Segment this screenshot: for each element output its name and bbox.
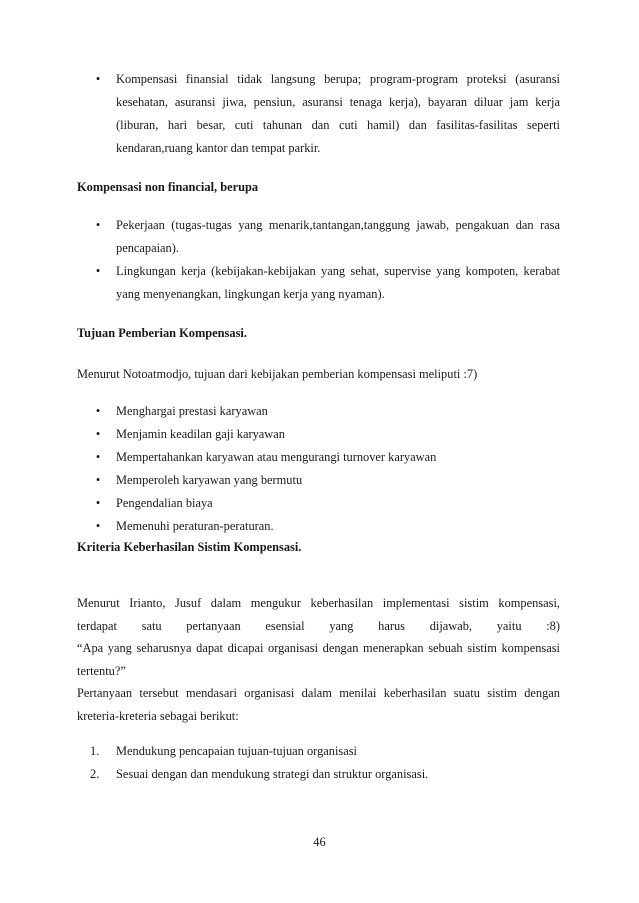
list-item xyxy=(90,68,560,160)
list-item-text: Menjamin keadilan gaji karyawan xyxy=(116,427,285,441)
list-item-text: Memenuhi peraturan-peraturan. xyxy=(116,519,274,533)
bullet-icon: • xyxy=(95,427,101,441)
heading-kriteria: Kriteria Keberhasilan Sistim Kompensasi. xyxy=(77,540,302,554)
list-item xyxy=(90,214,560,260)
kriteria-list xyxy=(90,740,560,786)
paragraph-line: tertentu?” xyxy=(77,663,126,678)
list-item-text: Lingkungan kerja (kebijakan-kebijakan yang sehat, supervise yang kompoten, kerabat yang menyenangkan, lingkungan kerja yang nyaman). xyxy=(116,264,560,301)
list-item-text: Kompensasi finansial tidak langsung berupa; program-program proteksi (asuransi kesehatan, asuransi jiwa, pensiun, asuransi tenaga kerja), bayaran diluar jam kerja (liburan, hari besar, cuti tahunan dan cuti hamil) dan fasilitas-fasilitas seperti kendaran,ruang kantor dan tempat parkir. xyxy=(116,72,560,155)
paragraph-line: Menurut Irianto, Jusuf dalam mengukur keberhasilan implementasi sistim kompensasi, xyxy=(77,596,560,610)
list-item xyxy=(90,400,560,423)
bullet-icon: • xyxy=(95,496,101,510)
bullet-icon: • xyxy=(95,218,101,232)
list-item xyxy=(90,423,560,446)
list-item xyxy=(90,763,560,786)
list-item xyxy=(90,446,560,469)
bullet-icon: • xyxy=(95,519,101,533)
paragraph-text: Pertanyaan tersebut mendasari organisasi dalam menilai keberhasilan suatu sistim dengan kreteria-kreteria sebagai berikut: xyxy=(77,686,560,723)
list-item-text: Pengendalian biaya xyxy=(116,496,213,510)
financial-indirect-list xyxy=(90,68,560,160)
kriteria-paragraph xyxy=(77,592,560,727)
paragraph-line: “Apa yang seharusnya dapat dicapai organisasi dengan menerapkan sebuah sistim kompensasi xyxy=(77,641,560,655)
paragraph-line: terdapat satu pertanyaan esensial yang harus dijawab, yaitu :8) xyxy=(77,618,560,633)
list-item-text: Menghargai prestasi karyawan xyxy=(116,404,268,418)
tujuan-list xyxy=(90,400,560,538)
list-item xyxy=(90,492,560,515)
page-number: 46 xyxy=(313,835,326,849)
list-item xyxy=(90,469,560,492)
nonfinancial-list xyxy=(90,214,560,306)
bullet-icon: • xyxy=(95,473,101,487)
list-item-text: Sesuai dengan dan mendukung strategi dan struktur organisasi. xyxy=(116,767,429,781)
list-item-text: Mendukung pencapaian tujuan-tujuan organisasi xyxy=(116,744,357,758)
list-item xyxy=(90,740,560,763)
list-item-text: Memperoleh karyawan yang bermutu xyxy=(116,473,303,487)
heading-nonfinancial: Kompensasi non financial, berupa xyxy=(77,180,259,194)
list-item xyxy=(90,260,560,306)
heading-tujuan: Tujuan Pemberian Kompensasi. xyxy=(77,326,247,340)
bullet-icon: • xyxy=(95,450,101,464)
list-item-text: Pekerjaan (tugas-tugas yang menarik,tantangan,tanggung jawab, pengakuan dan rasa pencapaian). xyxy=(116,218,560,255)
list-item-text: Mempertahankan karyawan atau mengurangi turnover karyawan xyxy=(116,450,437,464)
bullet-icon: • xyxy=(95,72,101,86)
tujuan-intro: Menurut Notoatmodjo, tujuan dari kebijakan pemberian kompensasi meliputi :7) xyxy=(77,367,478,381)
bullet-icon: • xyxy=(95,264,101,278)
bullet-icon: • xyxy=(95,404,101,418)
list-number: 2. xyxy=(90,767,100,781)
list-number: 1. xyxy=(90,744,100,758)
list-item xyxy=(90,515,560,538)
